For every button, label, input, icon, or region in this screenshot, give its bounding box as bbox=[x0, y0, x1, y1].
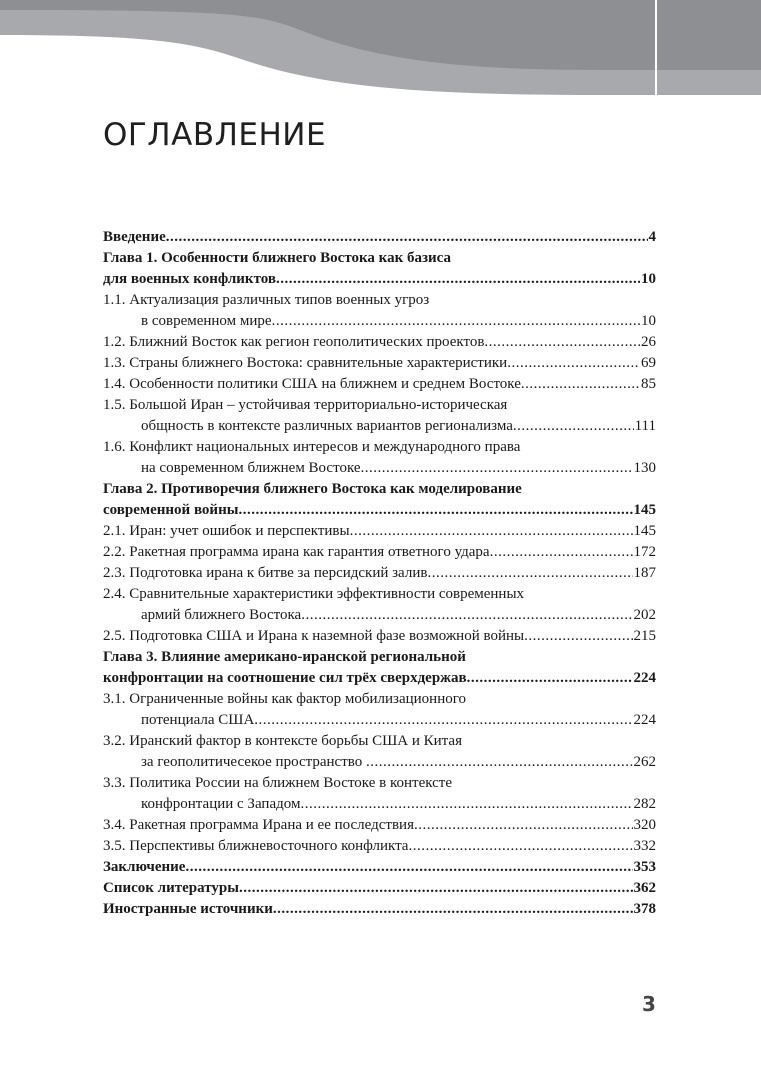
toc-entry-text: для военных конфликтов bbox=[103, 271, 276, 287]
toc-section-line[interactable] bbox=[103, 584, 656, 605]
toc-entry-text: на современном ближнем Востоке bbox=[141, 460, 361, 476]
toc-page-number: 26 bbox=[640, 332, 656, 353]
dot-leader bbox=[414, 815, 656, 836]
dot-leader bbox=[350, 521, 656, 542]
toc-entry-text: 1.2. Ближний Восток как регион геополитических проектов bbox=[103, 334, 485, 350]
toc-page-number: 353 bbox=[633, 857, 657, 878]
toc-chapter-line[interactable] bbox=[103, 227, 656, 248]
toc-chapter-line[interactable] bbox=[103, 857, 656, 878]
toc-entry-text: 3.4. Ракетная программа Ирана и ее последствия bbox=[103, 817, 414, 833]
toc-entry-text: современной войны bbox=[103, 502, 239, 518]
toc-section-line[interactable] bbox=[103, 521, 656, 542]
table-of-contents bbox=[103, 227, 656, 920]
toc-section-line[interactable] bbox=[103, 752, 656, 773]
toc-entry-text: конфронтации на соотношение сил трёх сверхдержав bbox=[103, 670, 467, 686]
toc-chapter-line[interactable] bbox=[103, 668, 656, 689]
toc-section-line[interactable] bbox=[103, 311, 656, 332]
toc-entry-text: 2.2. Ракетная программа ирана как гарантия ответного удара bbox=[103, 544, 490, 560]
toc-page-number: 69 bbox=[640, 353, 656, 374]
toc-entry-text: Глава 1. Особенности ближнего Востока как базиса bbox=[103, 250, 451, 266]
toc-page-number: 282 bbox=[633, 794, 657, 815]
toc-section-line[interactable] bbox=[103, 290, 656, 311]
toc-entry-text: Введение bbox=[103, 229, 166, 245]
toc-chapter-line[interactable] bbox=[103, 878, 656, 899]
toc-entry-text: 1.4. Особенности политики США на ближнем и среднем Востоке bbox=[103, 376, 521, 392]
dot-leader bbox=[273, 899, 656, 920]
toc-page-number: 224 bbox=[633, 668, 657, 689]
dot-leader bbox=[185, 857, 656, 878]
dot-leader bbox=[254, 710, 656, 731]
toc-section-line[interactable] bbox=[103, 605, 656, 626]
dot-leader bbox=[301, 605, 656, 626]
toc-section-line[interactable] bbox=[103, 731, 656, 752]
toc-entry-text: 2.1. Иран: учет ошибок и перспективы bbox=[103, 523, 350, 539]
toc-page-number: 85 bbox=[640, 374, 656, 395]
toc-entry-text: потенциала США bbox=[141, 712, 255, 728]
toc-entry-text: 3.5. Перспективы ближневосточного конфликта bbox=[103, 838, 409, 854]
toc-chapter-line[interactable] bbox=[103, 269, 656, 290]
toc-page-number: 378 bbox=[633, 899, 657, 920]
toc-entry-text: 1.3. Страны ближнего Востока: сравнительные характеристики bbox=[103, 355, 508, 371]
toc-entry-text: общность в контексте различных вариантов регионализма bbox=[141, 418, 513, 434]
toc-page-number: 262 bbox=[633, 752, 657, 773]
toc-entry-text: 2.4. Сравнительные характеристики эффективности современных bbox=[103, 586, 525, 602]
toc-page-number: 145 bbox=[633, 521, 657, 542]
toc-entry-text: армий ближнего Востока bbox=[141, 607, 302, 623]
toc-page-number: 224 bbox=[633, 710, 657, 731]
toc-page-number: 172 bbox=[633, 542, 657, 563]
dot-leader bbox=[484, 332, 656, 353]
toc-section-line[interactable] bbox=[103, 374, 656, 395]
toc-entry-text: 1.5. Большой Иран – устойчивая территориально-историческая bbox=[103, 397, 508, 413]
toc-page-number: 202 bbox=[633, 605, 657, 626]
dot-leader bbox=[490, 542, 656, 563]
toc-entry-text: 2.3. Подготовка ирана к битве за персидский залив bbox=[103, 565, 428, 581]
toc-page-number: 320 bbox=[633, 815, 657, 836]
toc-entry-text: за геополитичесекое пространство bbox=[141, 754, 366, 770]
toc-page-number: 10 bbox=[640, 269, 656, 290]
toc-section-line[interactable] bbox=[103, 689, 656, 710]
toc-section-line[interactable] bbox=[103, 626, 656, 647]
toc-entry-text: 3.1. Ограниченные войны как фактор мобилизационного bbox=[103, 691, 467, 707]
toc-section-line[interactable] bbox=[103, 815, 656, 836]
toc-chapter-line[interactable] bbox=[103, 500, 656, 521]
toc-chapter-line[interactable] bbox=[103, 899, 656, 920]
toc-chapter-line[interactable] bbox=[103, 479, 656, 500]
dot-leader bbox=[427, 563, 656, 584]
dot-leader bbox=[361, 458, 656, 479]
toc-page-number: 215 bbox=[633, 626, 657, 647]
toc-page-number: 187 bbox=[633, 563, 657, 584]
dot-leader bbox=[239, 878, 656, 899]
toc-entry-text: 3.2. Иранский фактор в контексте борьбы США и Китая bbox=[103, 733, 462, 749]
dot-leader bbox=[467, 668, 656, 689]
toc-entry-text: Список литературы bbox=[103, 880, 239, 896]
header-band bbox=[0, 0, 761, 95]
dot-leader bbox=[166, 227, 656, 248]
toc-entry-text: Глава 2. Противоречия ближнего Востока как моделирование bbox=[103, 481, 522, 497]
toc-entry-text: 2.5. Подготовка США и Ирана к наземной фазе возможной войны bbox=[103, 628, 525, 644]
toc-section-line[interactable] bbox=[103, 353, 656, 374]
toc-section-line[interactable] bbox=[103, 395, 656, 416]
dot-leader bbox=[238, 500, 656, 521]
toc-chapter-line[interactable] bbox=[103, 647, 656, 668]
toc-page-number: 10 bbox=[640, 311, 656, 332]
toc-page-number: 111 bbox=[634, 416, 656, 437]
toc-section-line[interactable] bbox=[103, 563, 656, 584]
toc-section-line[interactable] bbox=[103, 710, 656, 731]
toc-page-number: 332 bbox=[633, 836, 657, 857]
dot-leader bbox=[366, 752, 656, 773]
toc-section-line[interactable] bbox=[103, 794, 656, 815]
dot-leader bbox=[408, 836, 656, 857]
toc-page-number: 145 bbox=[633, 500, 657, 521]
page-number: 3 bbox=[642, 992, 656, 1016]
toc-page-number: 4 bbox=[648, 227, 657, 248]
toc-page-number: 130 bbox=[633, 458, 657, 479]
toc-section-line[interactable] bbox=[103, 416, 656, 437]
toc-entry-text: 1.1. Актуализация различных типов военных угроз bbox=[103, 292, 430, 308]
toc-section-line[interactable] bbox=[103, 332, 656, 353]
toc-entry-text: в современном мире bbox=[141, 313, 272, 329]
page-title: ОГЛАВЛЕНИЕ bbox=[103, 117, 327, 153]
dot-leader bbox=[272, 311, 656, 332]
dot-leader bbox=[300, 794, 656, 815]
dot-leader bbox=[521, 374, 656, 395]
dot-leader bbox=[276, 269, 656, 290]
toc-entry-text: Глава 3. Влияние американо-иранской региональной bbox=[103, 649, 466, 665]
toc-chapter-line[interactable] bbox=[103, 248, 656, 269]
toc-entry-text: 3.3. Политика России на ближнем Востоке в контексте bbox=[103, 775, 453, 791]
toc-entry-text: 1.6. Конфликт национальных интересов и международного права bbox=[103, 439, 521, 455]
dot-leader bbox=[507, 353, 656, 374]
toc-entry-text: Заключение bbox=[103, 859, 186, 875]
toc-page-number: 362 bbox=[633, 878, 657, 899]
toc-entry-text: конфронтации с Западом bbox=[141, 796, 301, 812]
toc-entry-text: Иностранные источники bbox=[103, 901, 273, 917]
toc-section-line[interactable] bbox=[103, 773, 656, 794]
toc-section-line[interactable] bbox=[103, 458, 656, 479]
toc-section-line[interactable] bbox=[103, 437, 656, 458]
toc-section-line[interactable] bbox=[103, 542, 656, 563]
toc-section-line[interactable] bbox=[103, 836, 656, 857]
